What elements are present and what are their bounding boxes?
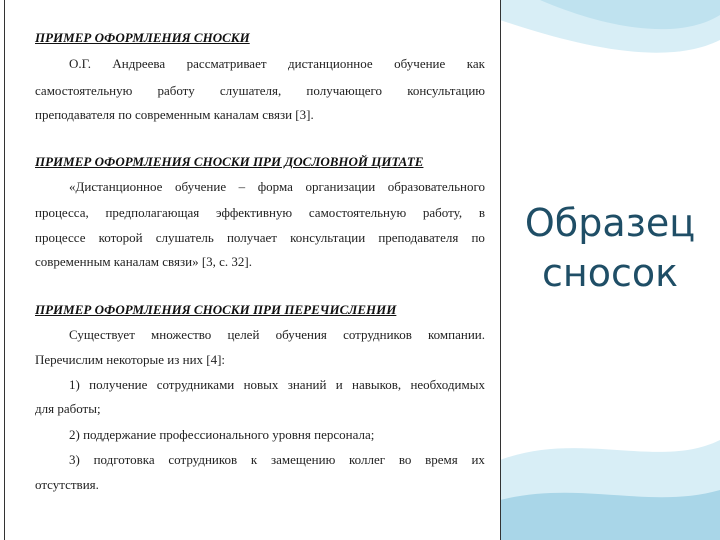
word: обучение xyxy=(394,56,446,71)
word: преподавателя xyxy=(378,230,459,245)
word: процесса, xyxy=(35,205,89,220)
section-heading: ПРИМЕР ОФОРМЛЕНИЯ СНОСКИ xyxy=(35,30,250,45)
word: замещению xyxy=(270,452,336,467)
section-heading: ПРИМЕР ОФОРМЛЕНИЯ СНОСКИ ПРИ ПЕРЕЧИСЛЕНИИ xyxy=(35,302,397,317)
word: рассматривает xyxy=(186,56,267,71)
word: как xyxy=(466,56,485,71)
paragraph-line xyxy=(35,327,485,343)
word: консультации xyxy=(290,230,366,245)
paragraph-line: преподавателя по современным каналам связи [3]. xyxy=(35,107,314,122)
word: обучение xyxy=(174,179,227,194)
word: которой xyxy=(98,230,143,245)
word: компании. xyxy=(428,327,485,342)
word: по xyxy=(471,230,485,245)
word: слушатель xyxy=(155,230,214,245)
word: в xyxy=(478,205,485,220)
word: форма xyxy=(257,179,293,194)
document-page xyxy=(4,0,501,540)
word: сотрудников xyxy=(343,327,412,342)
word: получает xyxy=(226,230,277,245)
word: работу xyxy=(157,83,195,98)
list-item: 2) поддержание профессионального уровня персонала; xyxy=(69,427,375,442)
word: новых xyxy=(243,377,279,392)
list-item-continuation: отсутствия. xyxy=(35,477,99,492)
word: дистанционное xyxy=(288,56,373,71)
paragraph-line xyxy=(35,83,485,99)
word: получающего xyxy=(306,83,383,98)
list-item xyxy=(35,377,485,393)
word: время xyxy=(425,452,458,467)
word: – xyxy=(238,179,246,194)
word: организации xyxy=(305,179,376,194)
word: образовательного xyxy=(387,179,485,194)
word: и xyxy=(335,377,343,392)
word: целей xyxy=(227,327,260,342)
word: «Дистанционное xyxy=(69,179,163,194)
wave-shape xyxy=(500,490,720,540)
paragraph-line xyxy=(35,230,485,246)
word: их xyxy=(471,452,485,467)
word: во xyxy=(398,452,412,467)
paragraph-line: современным каналам связи» [3, с. 32]. xyxy=(35,254,253,269)
slide-title-line: Образец xyxy=(524,201,696,245)
word: подготовка xyxy=(93,452,155,467)
slide-title-line: сносок xyxy=(541,251,679,295)
word: обучения xyxy=(275,327,327,342)
word: 1) xyxy=(69,377,80,392)
word: О.Г. xyxy=(69,56,91,71)
word: навыков, xyxy=(352,377,402,392)
word: процессе xyxy=(35,230,86,245)
paragraph-line xyxy=(35,179,485,195)
word: множество xyxy=(151,327,212,342)
word: получение xyxy=(89,377,148,392)
word: 3) xyxy=(69,452,80,467)
word: Существует xyxy=(69,327,135,342)
word: Андреева xyxy=(112,56,166,71)
word: к xyxy=(250,452,258,467)
section-heading: ПРИМЕР ОФОРМЛЕНИЯ СНОСКИ ПРИ ДОСЛОВНОЙ ЦИТАТЕ xyxy=(35,154,424,169)
list-item xyxy=(35,452,485,468)
paragraph-line xyxy=(35,56,485,72)
word: слушателя, xyxy=(219,83,282,98)
word: сотрудников xyxy=(168,452,238,467)
paragraph-line xyxy=(35,205,485,221)
word: необходимых xyxy=(410,377,485,392)
word: консультацию xyxy=(407,83,485,98)
list-item-continuation: для работы; xyxy=(35,401,101,416)
paragraph-line: Перечислим некоторые из них [4]: xyxy=(35,352,226,367)
word: самостоятельную xyxy=(35,83,133,98)
slide-title xyxy=(505,198,715,298)
word: эффективную xyxy=(216,205,293,220)
word: коллег xyxy=(349,452,386,467)
word: сотрудниками xyxy=(156,377,235,392)
word: работу, xyxy=(422,205,463,220)
word: предполагающая xyxy=(105,205,200,220)
word: знаний xyxy=(287,377,327,392)
word: самостоятельную xyxy=(308,205,407,220)
